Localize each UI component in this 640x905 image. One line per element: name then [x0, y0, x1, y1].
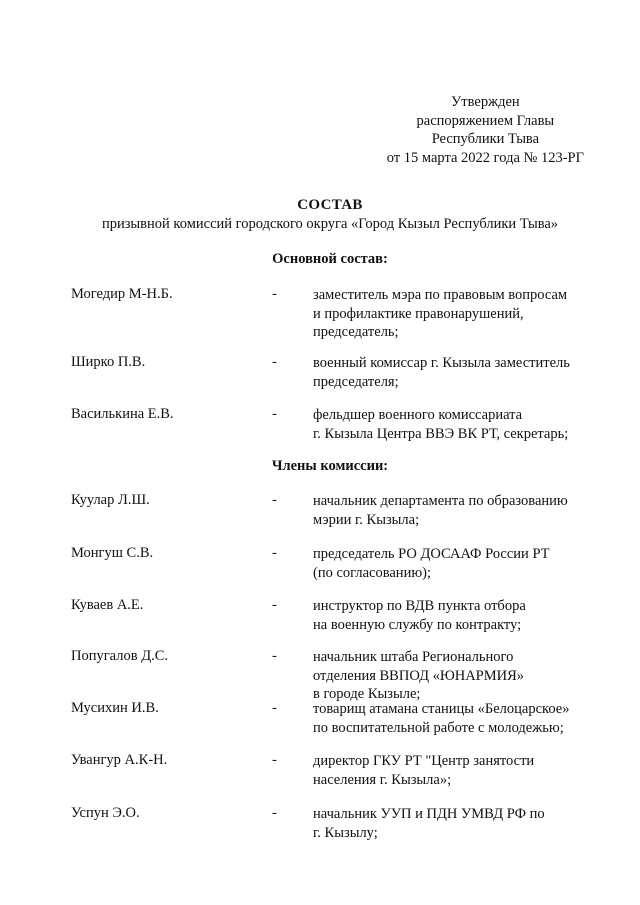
- role-line: (по согласованию);: [313, 564, 432, 581]
- role-line: председатель;: [313, 324, 399, 340]
- role-line: в городе Кызыле;: [313, 686, 421, 702]
- member-name: Василькина Е.В.: [71, 406, 174, 422]
- member-role: [313, 492, 613, 529]
- document-subtitle: призывной комиссий городского округа «Город Кызыл Республики Тыва»: [101, 216, 559, 232]
- role-line: начальник штаба Регионального: [313, 649, 514, 665]
- role-line: начальник УУП и ПДН УМВД РФ по: [313, 806, 545, 822]
- approval-line-4: от 15 марта 2022 года № 123-РГ: [386, 149, 584, 166]
- role-line: фельдшер военного комиссариата: [313, 407, 523, 423]
- member-dash: -: [272, 545, 277, 561]
- role-line: населения г. Кызыла»;: [313, 771, 452, 788]
- members-section-heading: Члены комиссии:: [271, 458, 389, 474]
- approval-line-2: распоряжением Главы: [416, 112, 555, 129]
- member-row: [0, 286, 640, 340]
- member-dash: -: [272, 805, 277, 821]
- member-role: [313, 648, 613, 704]
- member-role: [313, 805, 613, 842]
- member-dash: -: [272, 286, 277, 302]
- member-dash: -: [272, 648, 277, 664]
- role-line: мэрии г. Кызыла;: [313, 511, 420, 528]
- role-line: г. Кызыла Центра ВВЭ ВК РТ, секретарь;: [313, 425, 569, 442]
- role-line: на военную службу по контракту;: [313, 616, 522, 633]
- member-name: Куулар Л.Ш.: [71, 492, 150, 508]
- role-line: и профилактике правонарушений,: [313, 305, 524, 322]
- role-line: военный комиссар г. Кызыла заместитель: [313, 355, 570, 371]
- member-name: Успун Э.О.: [71, 805, 140, 821]
- member-name: Попугалов Д.С.: [71, 648, 169, 664]
- member-name: Увангур А.К-Н.: [71, 752, 168, 768]
- member-dash: -: [272, 700, 277, 716]
- approval-line-3: Республики Тыва: [431, 131, 540, 147]
- member-row: [0, 597, 640, 633]
- approval-stamp: [387, 93, 584, 167]
- member-row: [0, 406, 640, 442]
- member-dash: -: [272, 406, 277, 422]
- member-name: Могедир М-Н.Б.: [71, 286, 173, 302]
- role-line: директор ГКУ РТ "Центр занятости: [313, 753, 535, 769]
- main-section-heading: Основной состав:: [272, 251, 388, 267]
- member-row: [0, 354, 640, 390]
- member-role: [313, 286, 613, 342]
- member-role: [313, 700, 613, 737]
- member-name: Мусихин И.В.: [71, 700, 159, 716]
- member-name: Ширко П.В.: [71, 354, 146, 370]
- member-name: Монгуш С.В.: [71, 545, 154, 561]
- member-role: [313, 752, 613, 789]
- role-line: инструктор по ВДВ пункта отбора: [313, 598, 526, 614]
- member-role: [313, 597, 613, 634]
- member-name: Куваев А.Е.: [71, 597, 144, 613]
- member-role: [313, 406, 613, 443]
- member-row: [0, 545, 640, 581]
- member-row: [0, 648, 640, 702]
- member-row: [0, 700, 640, 736]
- member-row: [0, 805, 640, 841]
- role-line: отделения ВВПОД «ЮНАРМИЯ»: [313, 667, 525, 684]
- member-row: [0, 752, 640, 788]
- member-dash: -: [272, 752, 277, 768]
- member-dash: -: [272, 492, 277, 508]
- role-line: товарищ атамана станицы «Белоцарское»: [313, 701, 570, 717]
- member-role: [313, 354, 613, 391]
- role-line: заместитель мэра по правовым вопросам: [313, 287, 568, 303]
- member-dash: -: [272, 354, 277, 370]
- role-line: начальник департамента по образованию: [313, 493, 568, 509]
- role-line: по воспитательной работе с молодежью;: [313, 719, 564, 736]
- member-dash: -: [272, 597, 277, 613]
- member-role: [313, 545, 613, 582]
- role-line: председатель РО ДОСААФ России РТ: [313, 546, 550, 562]
- role-line: г. Кызылу;: [313, 824, 378, 841]
- member-row: [0, 492, 640, 528]
- document-title: СОСТАВ: [297, 197, 363, 213]
- role-line: председателя;: [313, 373, 399, 390]
- approval-line-1: Утвержден: [451, 94, 520, 110]
